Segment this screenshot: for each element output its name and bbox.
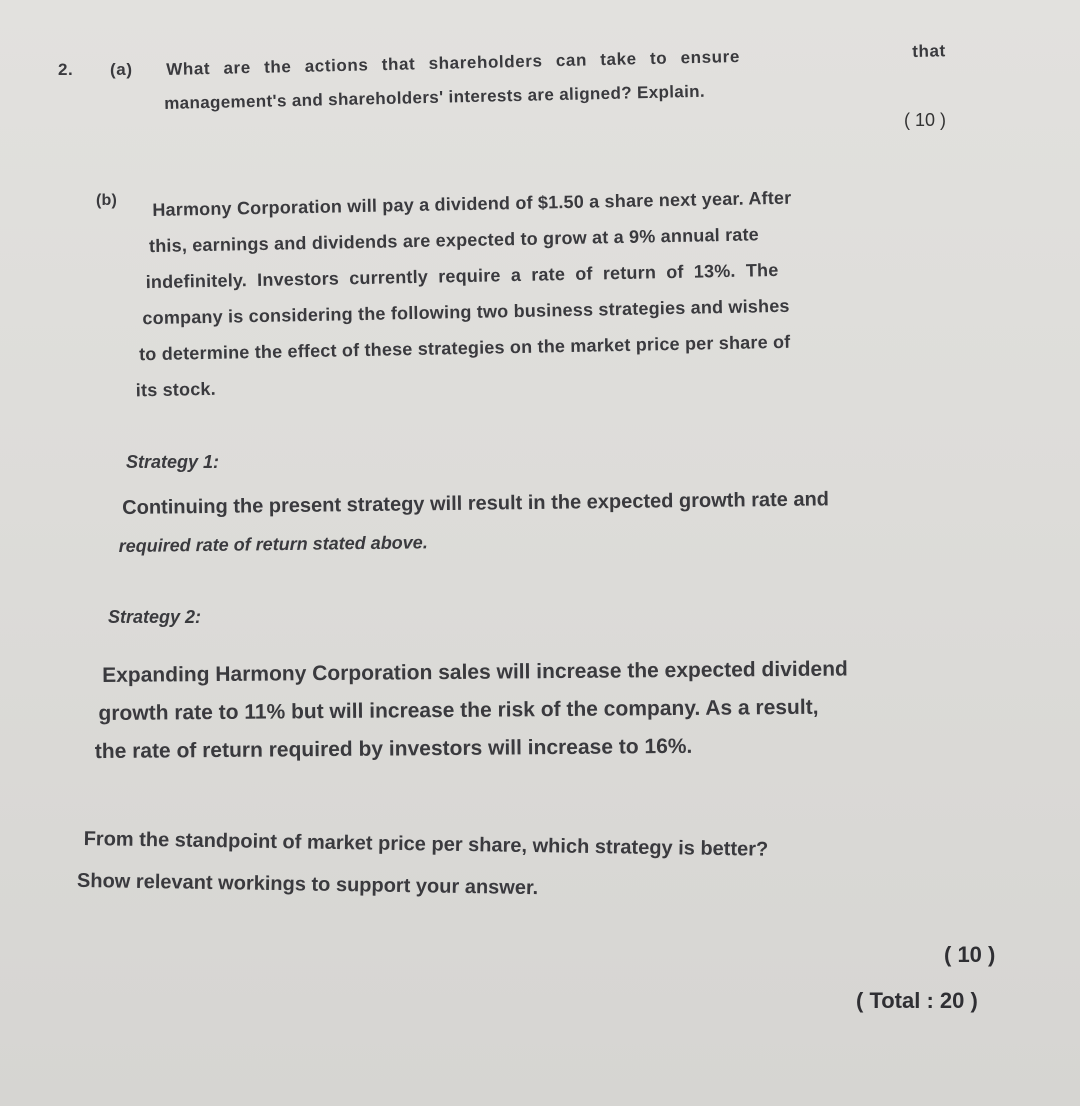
part-a-line-1-tail: that [912,41,946,61]
strategy-2-line: the rate of return required by investors will increase to 16%. [94,734,693,764]
part-b-line: Harmony Corporation will pay a dividend of $1.50 a share next year. After [152,187,792,220]
part-b-line: its stock. [135,378,217,401]
part-a-line-1: What are the actions that shareholders can take to ensure [166,46,741,79]
part-b-label: (b) [96,192,118,209]
part-b-marks: ( 10 ) [944,942,996,967]
part-b-line: company is considering the following two business strategies and wishes [142,295,790,329]
strategy-2-body [94,650,849,771]
part-b-line: indefinitely. Investors currently require a rate of return of 13%. The [145,259,779,293]
part-a-label: (a) [110,60,133,79]
part-b-question [76,818,769,913]
part-b-body [135,180,795,408]
question-number: 2. [58,60,74,79]
strategy-1-line: required rate of return stated above. [118,532,428,557]
strategy-1-title: Strategy 1: [126,452,220,472]
strategy-2-line: Expanding Harmony Corporation sales will increase the expected dividend [102,657,848,687]
strategy-1-body [118,480,830,565]
strategy-1-line: Continuing the present strategy will result in the expected growth rate and [122,488,830,519]
strategy-2-title: Strategy 2: [108,607,202,627]
part-b-question-line: Show relevant workings to support your answer. [76,869,539,900]
part-a-marks: ( 10 ) [904,110,947,130]
part-b-question-line: From the standpoint of market price per share, which strategy is better? [83,827,769,861]
strategy-2-line: growth rate to 11% but will increase the risk of the company. As a result, [98,695,819,726]
part-b-line: to determine the effect of these strategies on the market price per share of [138,331,791,365]
total-marks: ( Total : 20 ) [856,988,978,1013]
part-b-line: this, earnings and dividends are expected to grow at a 9% annual rate [148,224,760,257]
part-a-line-2: management's and shareholders' interests are aligned? Explain. [164,81,706,113]
